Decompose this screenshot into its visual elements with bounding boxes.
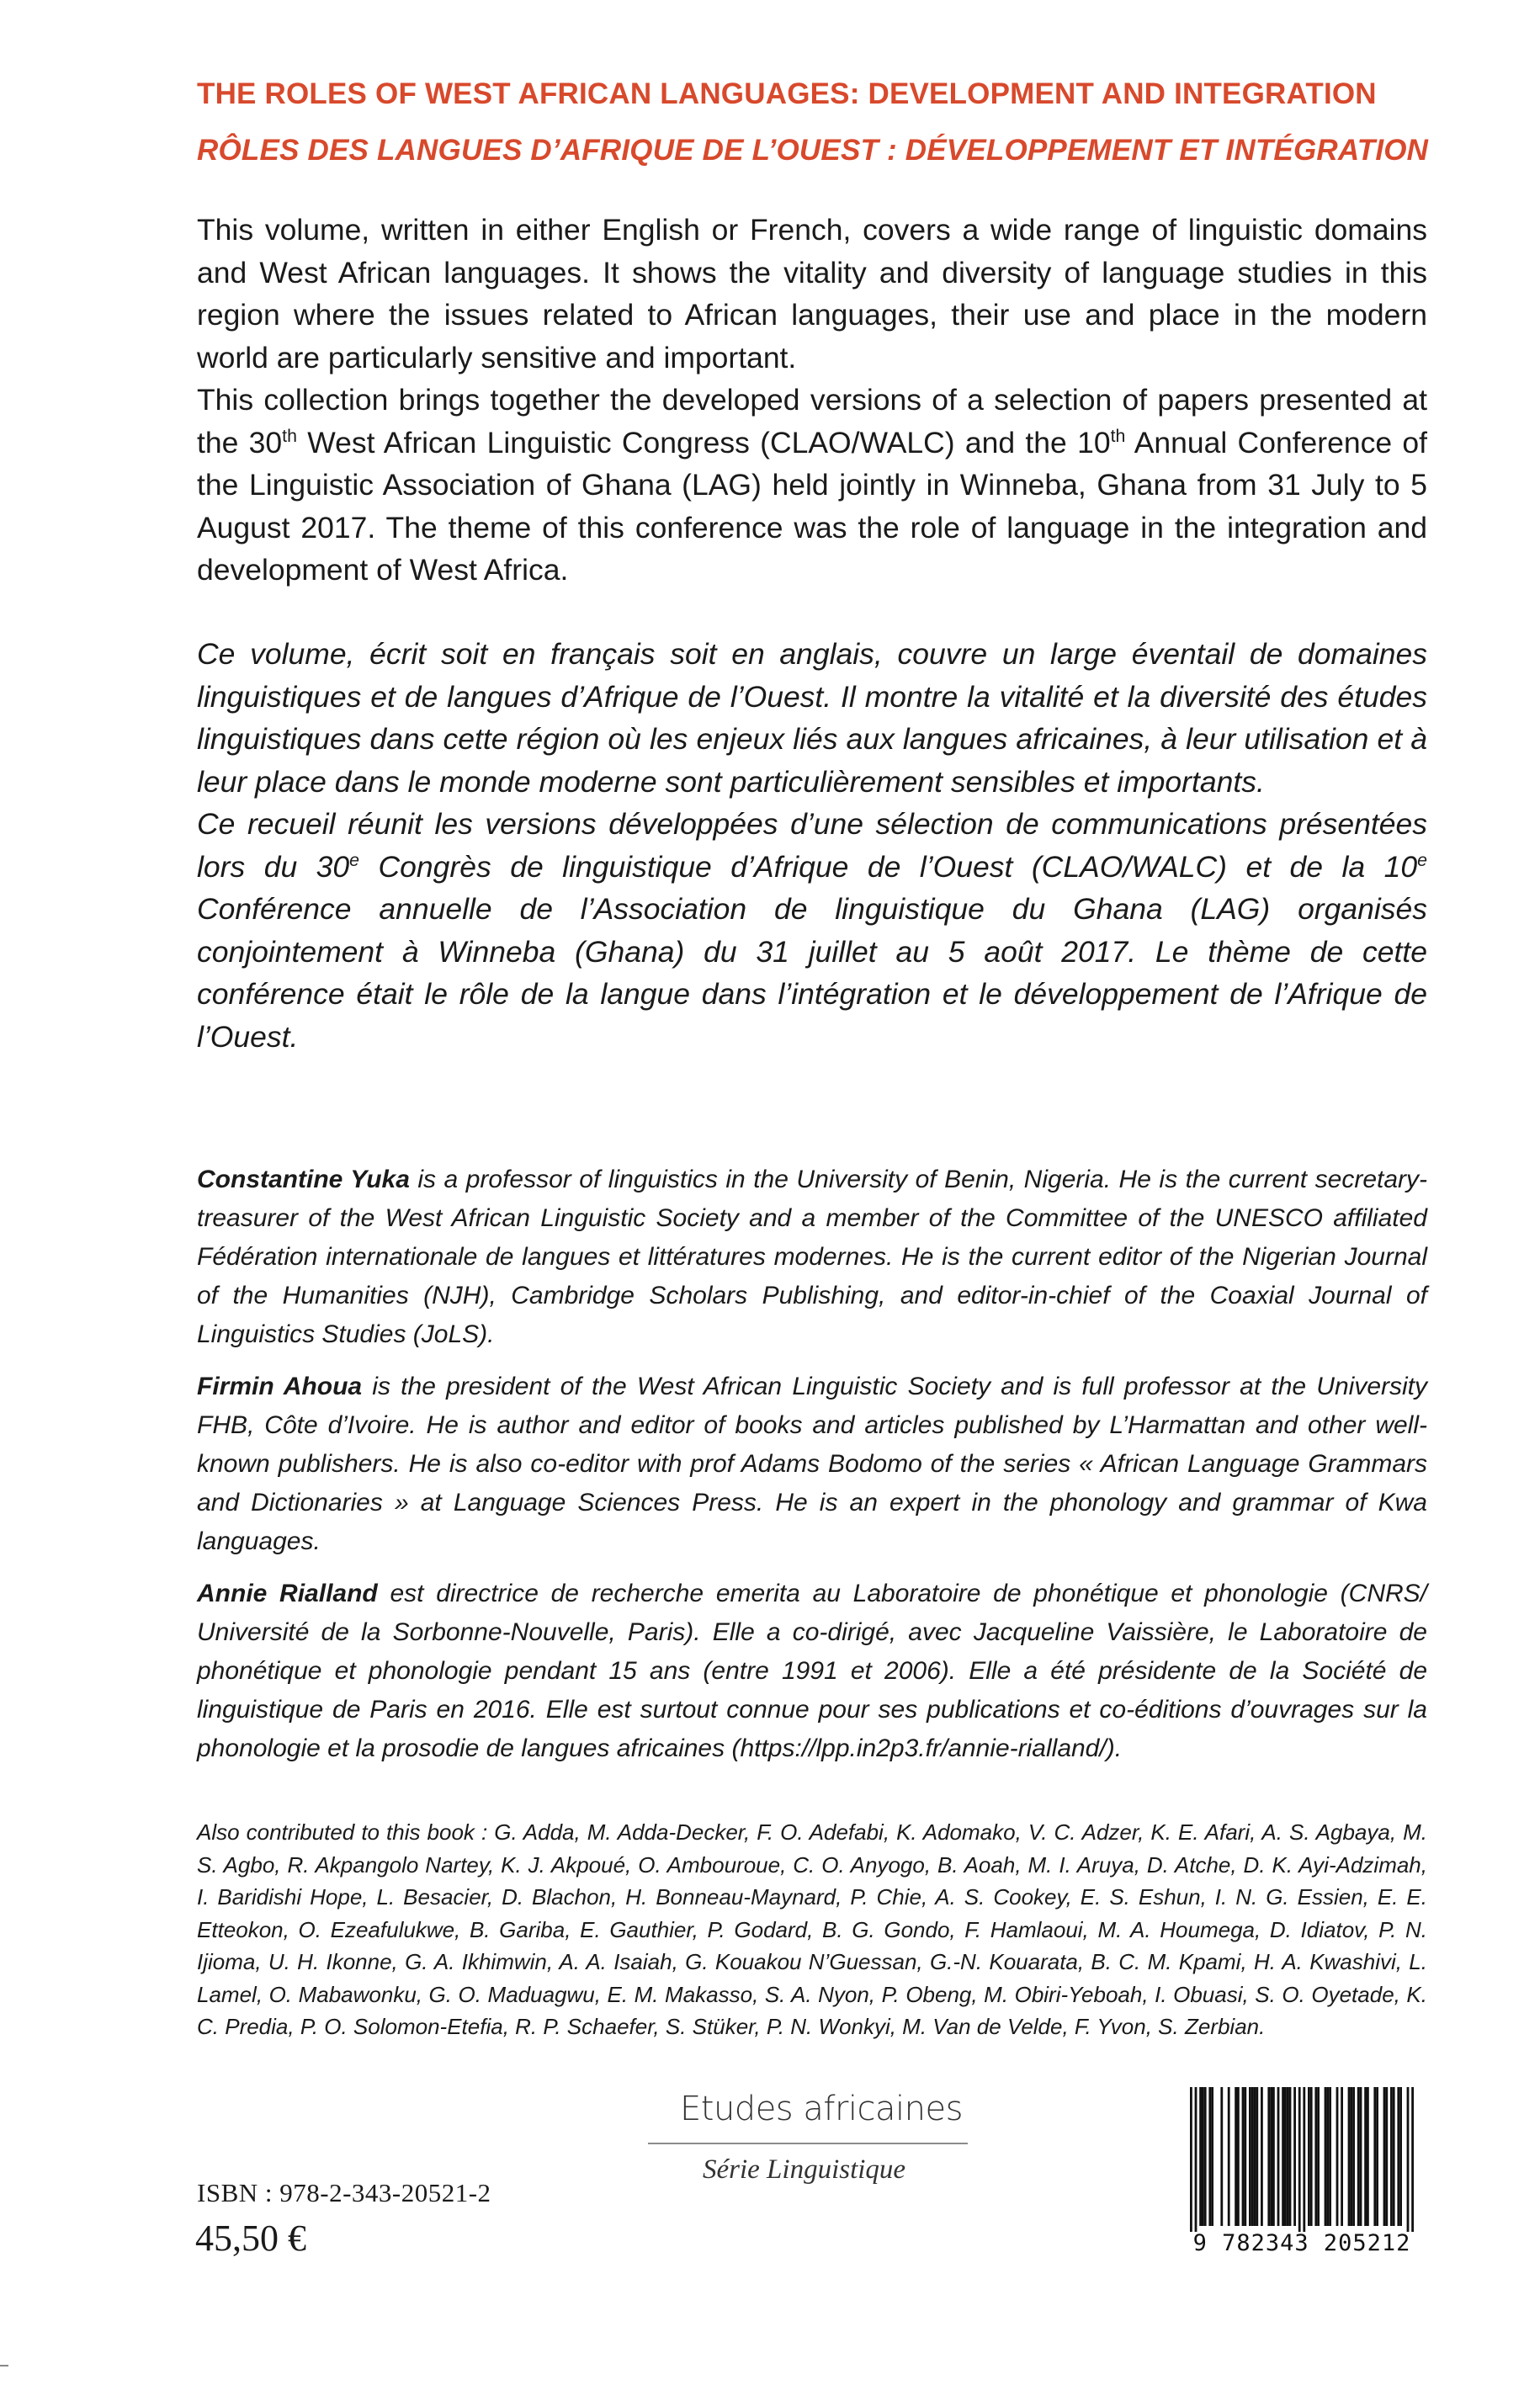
ordinal-suffix: th — [1110, 425, 1126, 446]
english-paragraph-1: This volume, written in either English or French, covers a wide range of linguistic domains and West African languages. It shows the vitality and diversity of language studies in this region where the issues related to African languages, their use and place in the modern world are particularly sensitive and important. — [197, 213, 1427, 374]
barcode-bar — [1284, 2087, 1287, 2226]
bio-constantine-yuka — [197, 1161, 1427, 1354]
barcode-bar — [1326, 2087, 1329, 2226]
series-divider — [648, 2143, 968, 2144]
barcode — [1171, 2087, 1432, 2264]
barcode-bar — [1399, 2087, 1402, 2226]
bio-text: is a professor of linguistics in the University of Benin, Nigeria. He is the current secretary-treasurer of the West African Linguistic Society and a member of the Committee of the UNESCO affiliated Fédération internationale de langues et littératures modernes. He is the current editor of the Nigerian Journal of the Humanities (NJH), Cambridge Scholars Publishing, and editor-in-chief of the Coaxial Journal of Linguistics Studies (JoLS). — [197, 1166, 1428, 1348]
barcode-bar — [1303, 2087, 1305, 2232]
barcode-bar — [1357, 2087, 1360, 2226]
barcode-bar — [1308, 2087, 1310, 2226]
barcode-bar — [1289, 2087, 1292, 2226]
barcode-bar — [1277, 2087, 1280, 2226]
english-summary — [197, 209, 1427, 592]
barcode-bar — [1211, 2087, 1213, 2226]
ordinal-suffix: e — [1417, 849, 1427, 870]
barcode-bar — [1336, 2087, 1339, 2226]
french-paragraph-2 — [197, 803, 1427, 1058]
barcode-bar — [1341, 2087, 1343, 2226]
bio-name: Constantine Yuka — [197, 1166, 410, 1193]
barcode-bar — [1317, 2087, 1320, 2226]
english-paragraph-2 — [197, 379, 1427, 592]
bio-text: is the president of the West African Linguistic Society and is full professor at the University FHB, Côte d’Ivoire. He is author and editor of books and articles published by L’Harmattan and other well-known publishers. He is also co-editor with prof Adams Bodomo of the series « African Language Grammars and Dictionaries » at Language Sciences Press. He is an expert in the phonology and grammar of Kwa languages. — [197, 1373, 1427, 1555]
barcode-bar — [1202, 2087, 1204, 2226]
barcode-bar — [1267, 2087, 1270, 2226]
barcode-bar — [1282, 2087, 1284, 2226]
french-p2-part-c: Conférence annuelle de l’Association de linguistique du Ghana (LAG) organisés conjointement à Winneba (Ghana) du 31 juillet au 5 août 2017. Le thème de cette conférence était le rôle de la langue dans l’intégration et le développement de l’Afrique de l’Ouest. — [197, 892, 1427, 1054]
series-name: Etudes africaines — [680, 2090, 963, 2128]
barcode-bar — [1367, 2087, 1369, 2226]
english-p2-part-c: Annual Conference of the Linguistic Association of Ghana (LAG) held jointly in Winneba, Ghana from 31 July to 5 August 2017. The theme of this conference was the role of language in the integration and development of West Africa. — [197, 425, 1428, 587]
barcode-bar — [1256, 2087, 1258, 2226]
barcode-bar — [1244, 2087, 1246, 2226]
barcode-bar — [1364, 2087, 1367, 2226]
isbn: ISBN : 978-2-343-20521-2 — [197, 2178, 491, 2207]
bio-name: Firmin Ahoua — [197, 1373, 363, 1400]
barcode-bar — [1397, 2087, 1399, 2226]
barcode-bar — [1393, 2087, 1395, 2226]
english-p2-part-a: This collection brings together the developed versions of a selection of papers presented at the 30 — [197, 383, 1427, 459]
barcode-bar — [1235, 2087, 1237, 2226]
barcode-bar — [1383, 2087, 1386, 2226]
crop-mark — [0, 2365, 8, 2375]
barcode-bar — [1237, 2087, 1240, 2226]
barcode-bar — [1251, 2087, 1254, 2226]
barcode-bar — [1373, 2087, 1376, 2226]
barcode-bar — [1261, 2087, 1263, 2226]
french-p2-part-b: Congrès de linguistique d’Afrique de l’Ouest (CLAO/WALC) et de la 10 — [359, 849, 1418, 884]
barcode-bar — [1199, 2087, 1202, 2226]
barcode-bar — [1350, 2087, 1352, 2226]
barcode-bar — [1195, 2087, 1197, 2232]
bio-name: Annie Rialland — [197, 1580, 378, 1607]
series-subtitle: Série Linguistique — [703, 2154, 906, 2185]
french-summary — [197, 633, 1427, 1058]
barcode-bar — [1314, 2087, 1317, 2226]
barcode-bar — [1242, 2087, 1245, 2226]
barcode-bar — [1385, 2087, 1388, 2226]
barcode-bar — [1390, 2087, 1393, 2226]
bio-firmin-ahoua — [197, 1368, 1427, 1561]
barcode-bar — [1270, 2087, 1272, 2226]
barcode-bar — [1352, 2087, 1355, 2226]
barcode-icon — [1171, 2087, 1432, 2232]
barcode-bar — [1376, 2087, 1378, 2226]
french-paragraph-1: Ce volume, écrit soit en français soit en anglais, couvre un large éventail de domaines linguistiques et de langues d’Afrique de l’Ouest. Il montre la vitalité et la diversité des études linguistiques dans cette région où les enjeux liés aux langues africaines, à leur utilisation et à leur place dans le monde moderne sont particulièrement sensibles et importants. — [197, 637, 1427, 799]
barcode-bar — [1220, 2087, 1223, 2226]
french-p2-part-a: Ce recueil réunit les versions développées d’une sélection de communications présentées lors du 30 — [197, 807, 1427, 884]
barcode-bar — [1190, 2087, 1192, 2232]
price: 45,50 € — [195, 2218, 306, 2259]
barcode-bar — [1310, 2087, 1313, 2226]
ordinal-suffix: th — [282, 425, 297, 446]
barcode-bar — [1298, 2087, 1301, 2232]
barcode-bar — [1228, 2087, 1230, 2226]
ordinal-suffix: e — [349, 849, 360, 870]
barcode-bar — [1249, 2087, 1251, 2226]
barcode-digits: 9 782343 205212 — [1192, 2230, 1411, 2256]
title-english: THE ROLES OF WEST AFRICAN LANGUAGES: DEVELOPMENT AND INTEGRATION — [197, 77, 1377, 110]
barcode-bar — [1329, 2087, 1331, 2226]
english-p2-part-b: West African Linguistic Congress (CLAO/WALC) and the 10 — [296, 425, 1111, 459]
author-bios — [197, 1161, 1427, 1782]
barcode-bar — [1407, 2087, 1410, 2232]
bio-annie-rialland — [197, 1575, 1427, 1768]
bio-text: est directrice de recherche emerita au Laboratoire de phonétique et phonologie (CNRS/ Université de la Sorbonne-Nouvelle, Paris). Elle a co-dirigé, avec Jacqueline Vaissière, le Laboratoire de phonétique et phonologie pendant 15 ans (entre 1991 et 2006). Elle a été présidente de la Société de linguistique de Paris en 2016. Elle est surtout connue pour ses publications et co-éditions d’ouvrages sur la phonologie et la prosodie de langues africaines (https://lpp.in2p3.fr/annie-rialland/). — [197, 1580, 1427, 1762]
barcode-bar — [1325, 2087, 1327, 2226]
barcode-bar — [1254, 2087, 1256, 2226]
barcode-bar — [1360, 2087, 1362, 2226]
barcode-bar — [1411, 2087, 1414, 2232]
barcode-bar — [1293, 2087, 1296, 2226]
title-french: RÔLES DES LANGUES D’AFRIQUE DE L’OUEST : DÉVELOPPEMENT ET INTÉGRATION — [197, 134, 1429, 167]
barcode-bar — [1204, 2087, 1207, 2226]
contributors-list: Also contributed to this book : G. Adda, M. Adda-Decker, F. O. Adefabi, K. Adomako, V. C. Adzer, K. E. Afari, A. S. Agbaya, M. S. Agbo, R. Akpangolo Nartey, K. J. Akpoué, O. Ambouroue, C. O. Anyogo, B. Aoah, M. I. Aruya, D. Atche, D. K. Ayi-Adzimah, I. Baridishi Hope, L. Besacier, D. Blachon, H. Bonneau-Maynard, P. Chie, A. S. Cookey, E. S. Eshun, I. N. G. Essien, E. E. Etteokon, O. Ezeafulukwe, B. Gariba, E. Gauthier, P. Godard, B. G. Gondo, F. Hamlaoui, M. A. Houmega, D. Idiatov, P. N. Ijioma, U. H. Ikonne, G. A. Ikhimwin, A. A. Isaiah, G. Kouakou N’Guessan, G.-N. Kouarata, B. C. M. Kpami, H. A. Kwashivi, L. Lamel, O. Mabawonku, G. O. Maduagwu, E. M. Makasso, S. A. Nyon, P. Obeng, M. Obiri-Yeboah, I. Obuasi, S. O. Oyetade, K. C. Predia, P. O. Solomon-Etefia, R. P. Schaefer, S. Stüker, P. N. Wonkyi, M. Van de Velde, F. Yvon, S. Zerbian. — [197, 1819, 1427, 2039]
barcode-bar — [1272, 2087, 1275, 2226]
barcode-bar — [1348, 2087, 1351, 2226]
barcode-bar — [1287, 2087, 1289, 2226]
barcode-bar — [1208, 2087, 1211, 2226]
